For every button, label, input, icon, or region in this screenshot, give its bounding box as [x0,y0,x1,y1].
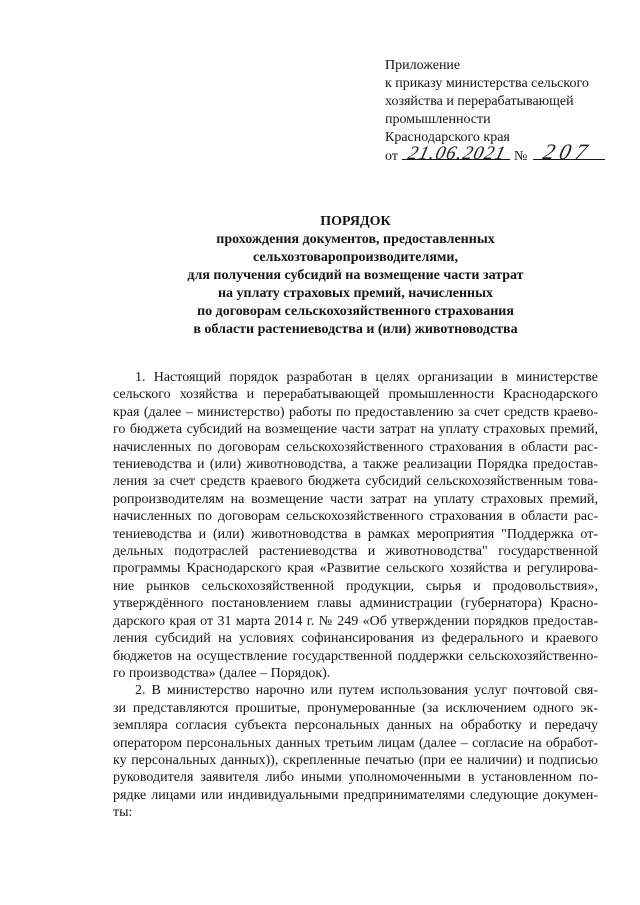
order-number-handwritten: 207 [540,139,595,164]
paragraph-line: 2. В министерство нарочно или путем использования услуг почтовой свя- [135,683,598,699]
paragraph-line: тениеводства и (или) животноводства в рамках мероприятия "Поддержка от- [113,526,598,542]
order-date-prefix: от [385,149,398,164]
title-heading: ПОРЯДОК [320,214,391,229]
appendix-line: к приказу министерства сельского [385,76,589,91]
order-number-sign: № [513,149,528,164]
paragraph-line: 1. Настоящий порядок разработан в целях организации в министерстве [135,370,598,385]
paragraph-line: зи представляются прошитые, пронумерованные (за исключением одного эк- [113,700,598,716]
paragraph-line: ления субсидий на условиях софинансирования из федерального и краевого [113,631,598,647]
paragraph-line: начисленных по договорам сельскохозяйственного страхования в области рас- [113,439,598,455]
paragraph-line: ты: [113,805,133,821]
paragraph-line: бюджетов на осуществление государственной поддержки сельскохозяйственно- [113,648,598,664]
paragraph-line: программы Краснодарского края «Развитие сельского хозяйства и регулирова- [113,561,598,577]
appendix-line: Краснодарского края [385,130,510,145]
paragraph-line: края (далее – министерство) работы по предоставлению за счет средств краево- [113,404,598,420]
paragraph-line: ления за счет средств краевого бюджета субсидий сельскохозяйственным това- [113,474,598,490]
paragraph-line: го производства» (далее – Порядок). [113,665,331,681]
appendix-line: хозяйства и перерабатывающей [385,94,574,109]
title-line: для получения субсидий на возмещение части затрат [187,268,524,283]
document-body [113,369,598,822]
paragraph-line: го бюджета субсидий на возмещение части затрат на уплату страховых премий, [113,422,598,438]
title-line: на уплату страховых премий, начисленных [217,286,494,301]
order-date-line [385,139,605,165]
paragraph-line: ку персональных данных)), скрепленные печатью (при ее наличии) и подписью [113,752,598,768]
paragraph-2 [113,682,598,821]
paragraph-line: руководителя заявителя либо иными уполномоченными в установленном по- [113,770,598,786]
paragraph-line: сельского хозяйства и перерабатывающей промышленности Краснодарского [113,387,598,403]
document-title [113,213,598,339]
paragraph-line: утверждённого постановлением главы администрации (губернатора) Красно- [113,596,598,612]
order-date-handwritten: 21.06.2021 [406,143,509,164]
paragraph-line: рядке лицами или индивидуальными предпринимателями следующие докумен- [113,787,598,803]
paragraph-line: ропроизводителям на возмещение части затрат на уплату страховых премий, [113,491,598,507]
appendix-line: промышленности [385,112,491,127]
paragraph-line: оператором персональных данных третьим лицам (далее – согласие на обработ- [113,735,598,751]
paragraph-line: начисленных по договорам сельскохозяйственного страхования в области рас- [113,509,598,525]
appendix-block [385,57,605,165]
order-number-field [533,139,605,164]
title-line: прохождения документов, предоставленных [216,232,495,247]
paragraph-line: земпляра согласия субъекта персональных данных на обработку и передачу [113,718,598,734]
paragraph-line: дарского края от 31 марта 2014 г. № 249 «Об утверждении порядков предостав- [113,613,598,629]
paragraph-1 [113,369,598,682]
paragraph-line: ние рынков сельскохозяйственной продукции, сырья и продовольствия», [113,578,598,594]
title-line: в области растениеводства и (или) животноводства [193,322,518,337]
title-line: по договорам сельскохозяйственного страхования [197,304,514,319]
order-date-field [402,143,510,164]
paragraph-line: тениеводства и (или) животноводства, а также реализации Порядка предостав- [113,457,598,473]
title-line: сельхозтоваропроизводителями, [252,250,459,265]
paragraph-line: дельных подотраслей растениеводства и животноводства" государственной [113,544,598,560]
appendix-line: Приложение [385,58,461,73]
